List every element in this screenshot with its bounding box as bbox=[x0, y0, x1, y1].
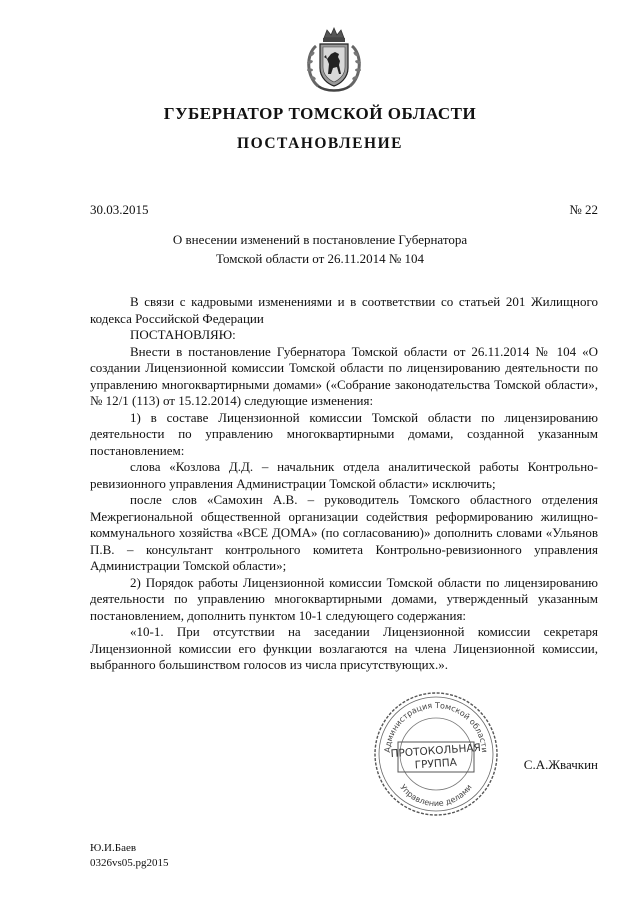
svg-text:Управление делами: Управление делами bbox=[398, 782, 474, 809]
document-body bbox=[90, 294, 598, 674]
subject-line-2: Томской области от 26.11.2014 № 104 bbox=[216, 251, 424, 266]
signer-name: С.А.Жвачкин bbox=[523, 757, 598, 772]
document-subject bbox=[0, 230, 640, 268]
body-paragraph-item-1: 1) в составе Лицензионной комиссии Томской области по лицензированию деятельности по управлению многоквартирными домами, созданной указанным постановлением: bbox=[90, 409, 598, 458]
document-type: ПОСТАНОВЛЕНИЕ bbox=[237, 135, 403, 152]
svg-text:ГРУППА: ГРУППА bbox=[414, 756, 458, 772]
subject-line-1: О внесении изменений в постановление Губернатора bbox=[172, 232, 468, 247]
svg-text:ПРОТОКОЛЬНАЯ: ПРОТОКОЛЬНАЯ bbox=[390, 741, 482, 761]
body-paragraph-add: после слов «Самохин А.В. – руководитель Томского областного отделения Межрегиональной общественной организации содействия реформированию жилищно-коммунального хозяйства «ВСЕ ДОМА» (по согласованию)» дополнить словами «Ульянов П.В. – консультант контрольного комитета Контрольно-ревизионного управления Администрации Томской области»; bbox=[90, 492, 598, 573]
svg-text:Администрация Томской области: Администрация Томской области bbox=[382, 700, 490, 753]
body-paragraph-item-2: 2) Порядок работы Лицензионной комиссии Томской области по лицензированию деятельности по управлению многоквартирными домами, утвержденный указанным постановлением, дополнить пунктом 10-1 следующего содержания: bbox=[90, 574, 598, 623]
document-date: 30.03.2015 bbox=[90, 202, 149, 217]
coat-of-arms-icon bbox=[298, 24, 370, 96]
issuer-title: ГУБЕРНАТОР ТОМСКОЙ ОБЛАСТИ bbox=[163, 104, 477, 123]
body-paragraph-resolve: ПОСТАНОВЛЯЮ: bbox=[130, 327, 236, 342]
official-stamp bbox=[370, 688, 502, 820]
body-paragraph-exclude: слова «Козлова Д.Д. – начальник отдела аналитической работы Контрольно-ревизионного управления Администрации Томской области» исключить; bbox=[90, 459, 598, 491]
document-number: № 22 bbox=[569, 202, 598, 217]
footer-author: Ю.И.Баев bbox=[90, 842, 137, 854]
footer-file: 0326vs05.pg2015 bbox=[90, 857, 169, 869]
footer-info bbox=[90, 841, 169, 871]
body-paragraph-clause: «10-1. При отсутствии на заседании Лицензионной комиссии секретаря Лицензионной комиссии его функции возлагаются на члена Лицензионной комиссии, выбранного большинством голосов из числа присутствующих.». bbox=[90, 624, 598, 672]
body-paragraph-preamble: В связи с кадровыми изменениями и в соответствии со статьей 201 Жилищного кодекса Российской Федерации bbox=[90, 294, 598, 326]
body-paragraph-amend: Внести в постановление Губернатора Томской области от 26.11.2014 № 104 «О создании Лицензионной комиссии Томской области по лицензированию деятельности по управлению многоквартирными домами» («Собрание законодательства Томской области», № 12/1 (113) от 15.12.2014) следующие изменения: bbox=[90, 343, 598, 408]
